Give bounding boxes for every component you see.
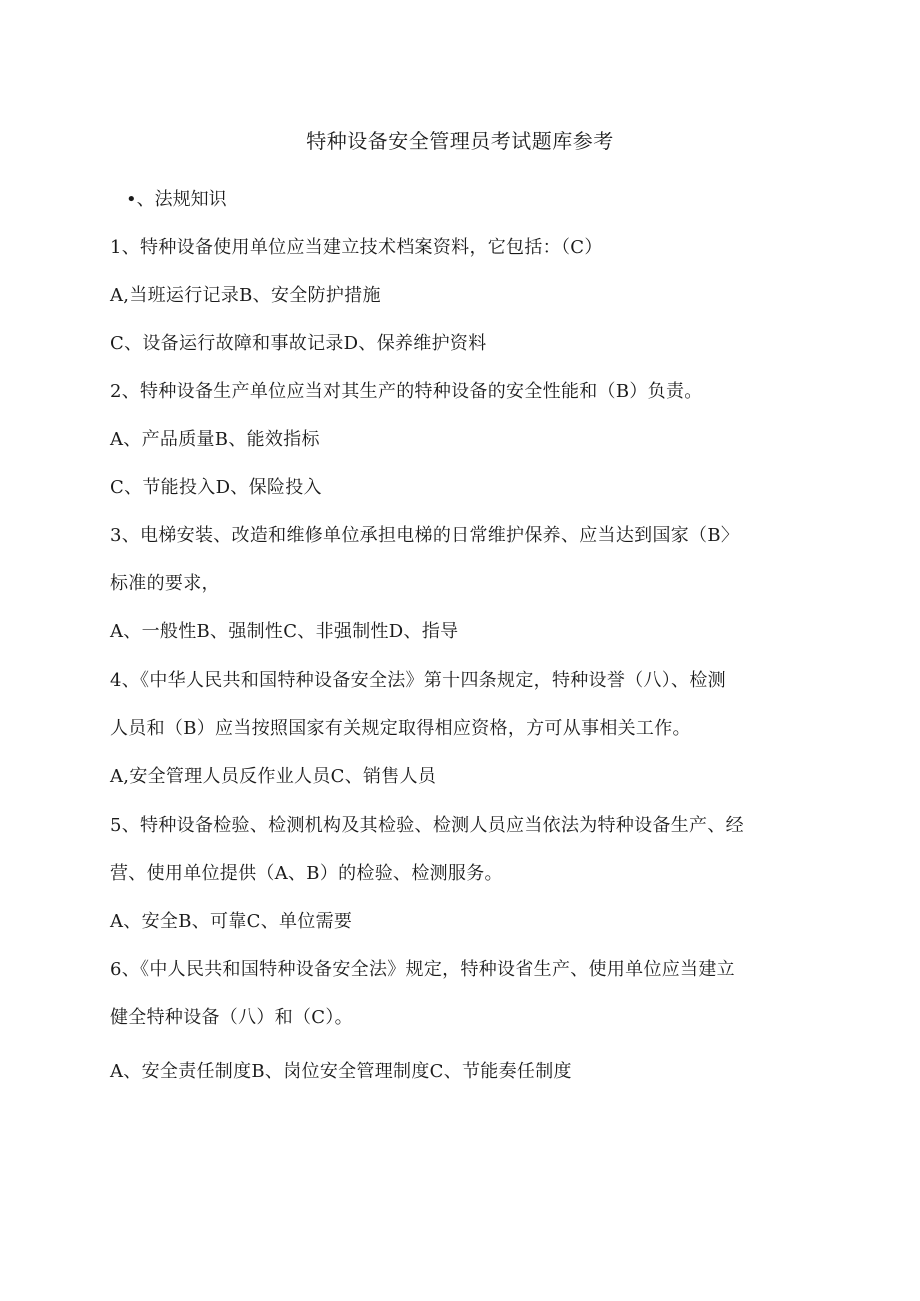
question-1: 1、特种设备使用单位应当建立技术档案资料，它包括：（C） [110,237,603,258]
question-6-options: A、安全责任制度B、岗位安全管理制度C、节能奏任制度 [110,1061,572,1082]
question-4-line-2: 人员和（B）应当按照国家有关规定取得相应资格，方可从事相关工作。 [110,718,691,739]
question-5-line-2: 营、使用单位提供（A、B）的检验、检测服务。 [110,863,503,884]
question-4-line-1: 4、《中华人民共和国特种设备安全法》第十四条规定，特种设誉（八）、检测 [110,670,726,691]
question-5-line-1: 5、特种设备检验、检测机构及其检验、检测人员应当依法为特种设备生产、经 [110,815,744,836]
question-3-line-1: 3、电梯安装、改造和维修单位承担电梯的日常维护保养、应当达到国家（B〉 [110,525,740,546]
question-1-options-a-b: A,当班运行记录B、安全防护措施 [110,285,381,306]
question-2: 2、特种设备生产单位应当对其生产的特种设备的安全性能和（B）负责。 [110,381,703,402]
question-6-line-1: 6、《中人民共和国特种设备安全法》规定，特种设省生产、使用单位应当建立 [110,959,735,980]
document-title: 特种设备安全管理员考试题库参考 [306,129,614,153]
question-6-line-2: 健全特种设备（八）和（C）。 [110,1007,353,1028]
section-heading: •、法规知识 [126,189,227,210]
question-2-options-c-d: C、节能投入D、保险投入 [110,477,322,498]
question-3-line-2: 标准的要求， [110,573,220,594]
question-2-options-a-b: A、产品质量B、能效指标 [110,429,320,450]
question-4-options: A,安全管理人员反作业人员C、销售人员 [110,766,437,787]
question-3-options: A、一般性B、强制性C、非强制性D、指导 [110,621,459,642]
question-5-options: A、安全B、可靠C、单位需要 [110,911,353,932]
question-1-options-c-d: C、设备运行故障和事故记录D、保养维护资料 [110,333,487,354]
